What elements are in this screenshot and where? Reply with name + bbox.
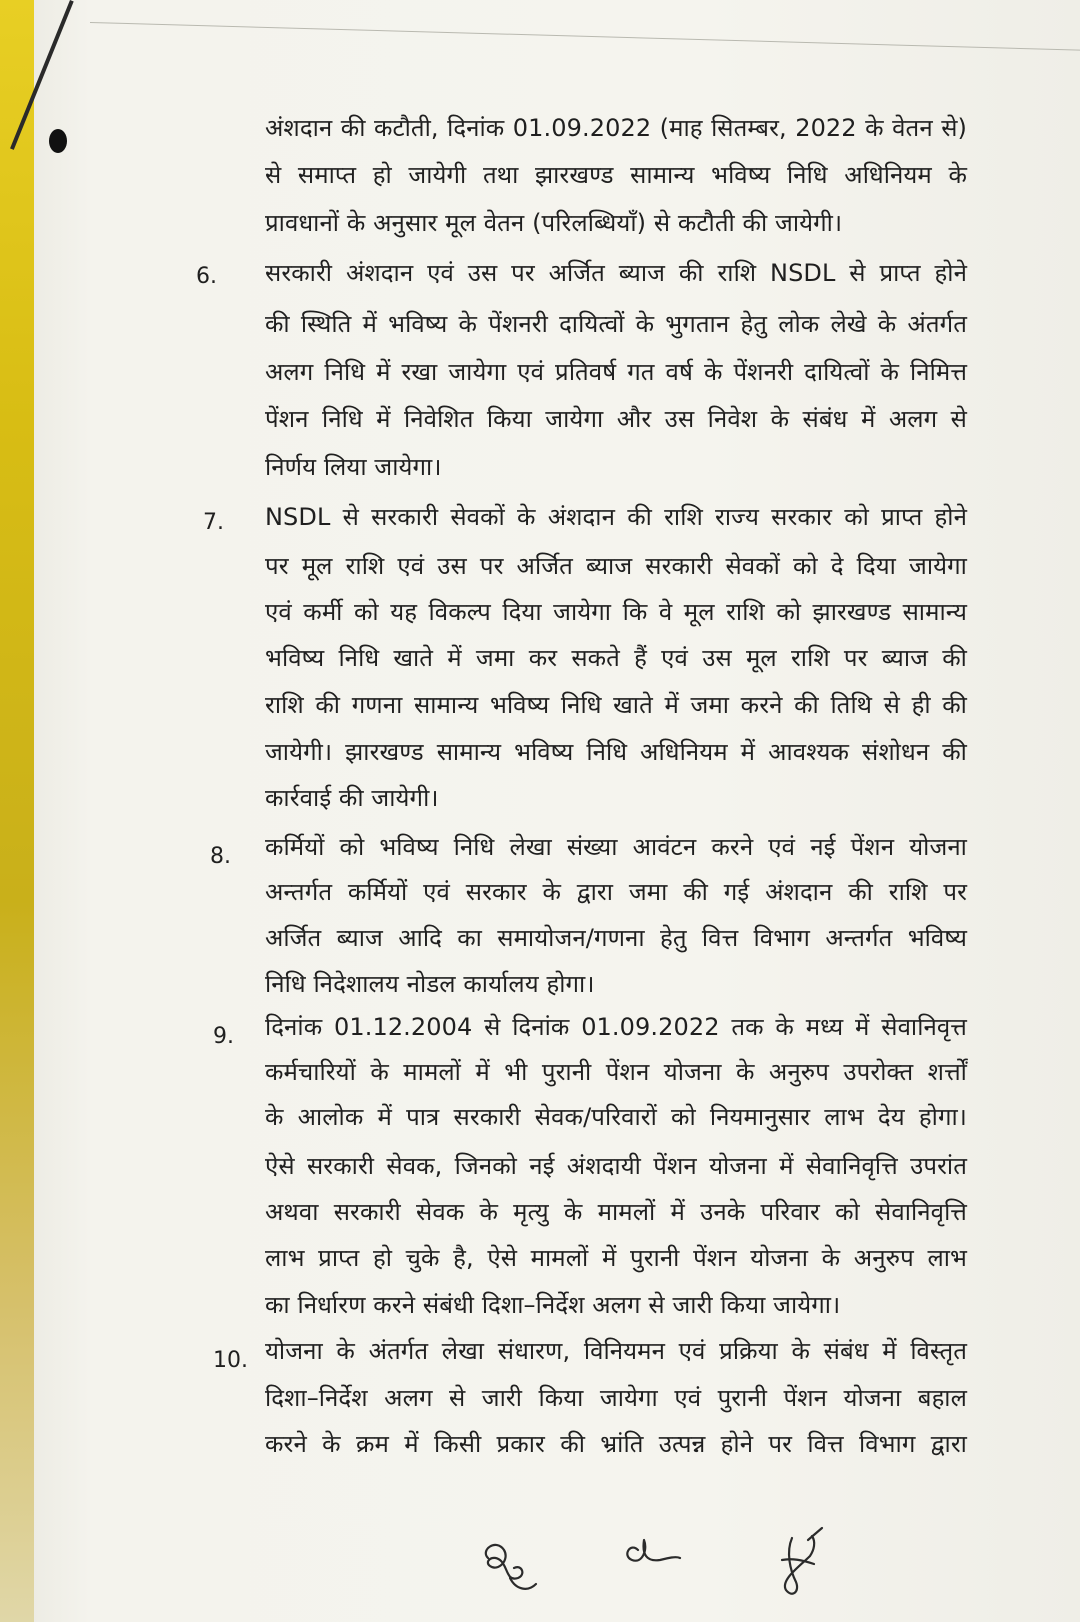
intro-line: अंशदान की कटौती, दिनांक 01.09.2022 (माह सितम्बर, 2022 के वेतन से) <box>265 114 967 142</box>
item-number: 9. <box>213 1024 234 1049</box>
item-line: कर्मचारियों के मामलों में भी पुरानी पेंशन योजना के अनुरुप उपरोक्त शर्त्तों <box>265 1058 967 1086</box>
item-line: राशि की गणना सामान्य भविष्य निधि खाते में जमा करने की तिथि से ही की <box>265 691 967 719</box>
item-line: जायेगी। झारखण्ड सामान्य भविष्य निधि अधिनियम में आवश्यक संशोधन की <box>265 738 967 766</box>
signature-two <box>627 1540 680 1561</box>
item-line: कर्मियों को भविष्य निधि लेखा संख्या आवंटन करने एवं नई पेंशन योजना <box>265 833 967 861</box>
item-line: पर मूल राशि एवं उस पर अर्जित ब्याज सरकारी सेवकों को दे दिया जायेगा <box>265 552 967 580</box>
item-line: NSDL से सरकारी सेवकों के अंशदान की राशि राज्य सरकार को प्राप्त होने <box>265 503 967 531</box>
item-line: अर्जित ब्याज आदि का समायोजन/गणना हेतु वित्त विभाग अन्तर्गत भविष्य <box>265 924 967 952</box>
item-line: लाभ प्राप्त हो चुके है, ऐसे मामलों में पुरानी पेंशन योजना के अनुरुप लाभ <box>265 1244 967 1272</box>
item-line: अथवा सरकारी सेवक के मृत्यु के मामलों में उनके परिवार को सेवानिवृत्ति <box>265 1198 967 1226</box>
item-line: एवं कर्मी को यह विकल्प दिया जायेगा कि वे मूल राशि को झारखण्ड सामान्य <box>265 598 967 626</box>
item-line: दिनांक 01.12.2004 से दिनांक 01.09.2022 तक के मध्य में सेवानिवृत्त <box>265 1013 967 1041</box>
item-line: सरकारी अंशदान एवं उस पर अर्जित ब्याज की राशि NSDL से प्राप्त होने <box>265 259 967 287</box>
item-line: की स्थिति में भविष्य के पेंशनरी दायित्वों के भुगतान हेतु लोक लेखे के अंतर्गत <box>265 310 967 338</box>
item-number: 7. <box>203 510 224 535</box>
item-line: कार्रवाई की जायेगी। <box>265 784 439 812</box>
item-line: निधि निदेशालय नोडल कार्यालय होगा। <box>265 970 595 998</box>
intro-line: से समाप्त हो जायेगी तथा झारखण्ड सामान्य भविष्य निधि अधिनियम के <box>265 161 967 189</box>
item-number: 6. <box>196 264 217 289</box>
item-number: 8. <box>210 844 231 869</box>
intro-line: प्रावधानों के अनुसार मूल वेतन (परिलब्धियाँ) से कटौती की जायेगी। <box>265 209 843 237</box>
item-line: निर्णय लिया जायेगा। <box>265 453 442 481</box>
signature-three <box>785 1536 814 1594</box>
item-line: भविष्य निधि खाते में जमा कर सकते हैं एवं उस मूल राशि पर ब्याज की <box>265 644 967 672</box>
signature-one <box>486 1545 523 1579</box>
item-line: का निर्धारण करने संबंधी दिशा–निर्देश अलग से जारी किया जायेगा। <box>265 1291 841 1319</box>
item-line: ऐसे सरकारी सेवक, जिनको नई अंशदायी पेंशन योजना में सेवानिवृत्ति उपरांत <box>265 1152 967 1180</box>
item-number: 10. <box>213 1348 248 1373</box>
item-line: योजना के अंतर्गत लेखा संधारण, विनियमन एवं प्रक्रिया के संबंध में विस्तृत <box>265 1337 967 1365</box>
signature-initials <box>470 1520 890 1610</box>
signature-strokes <box>470 1520 890 1610</box>
item-line: अन्तर्गत कर्मियों एवं सरकार के द्वारा जमा की गई अंशदान की राशि पर <box>265 878 967 906</box>
item-line: पेंशन निधि में निवेशित किया जायेगा और उस निवेश के संबंध में अलग से <box>265 405 967 433</box>
item-line: के आलोक में पात्र सरकारी सेवक/परिवारों को नियमानुसार लाभ देय होगा। <box>265 1103 967 1131</box>
item-line: करने के क्रम में किसी प्रकार की भ्रांति उत्पन्न होने पर वित्त विभाग द्वारा <box>265 1430 967 1458</box>
item-line: अलग निधि में रखा जायेगा एवं प्रतिवर्ष गत वर्ष के पेंशनरी दायित्वों के निमित्त <box>265 358 967 386</box>
item-line: दिशा–निर्देश अलग से जारी किया जायेगा एवं पुरानी पेंशन योजना बहाल <box>265 1384 967 1412</box>
